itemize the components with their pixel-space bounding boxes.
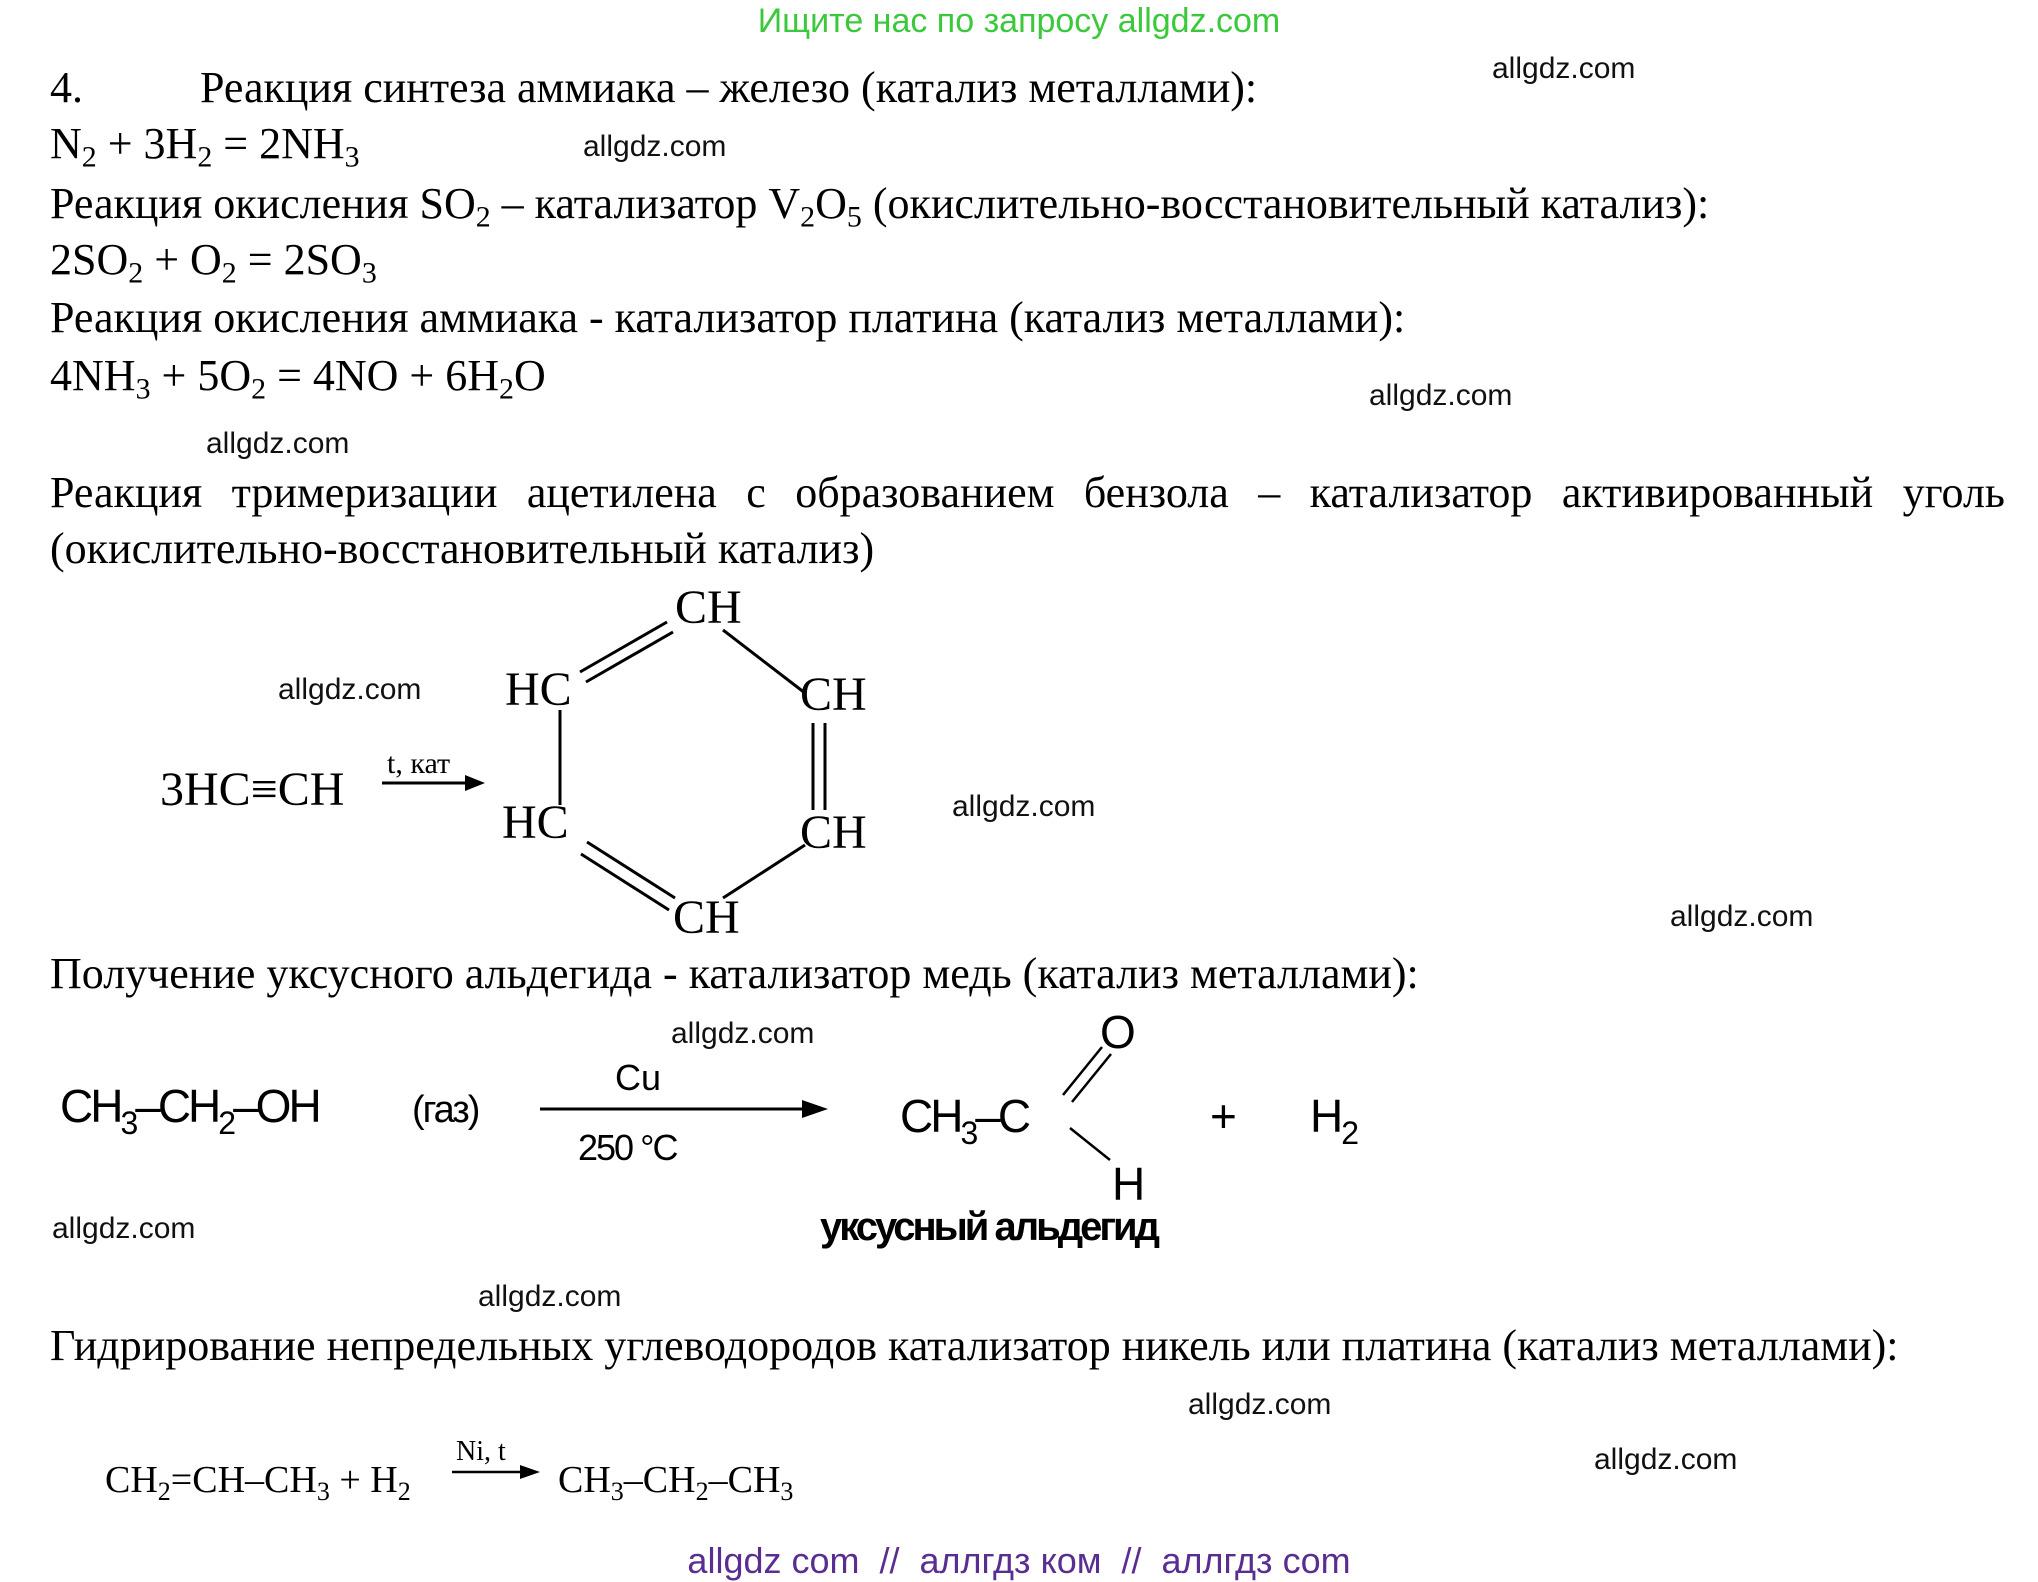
watermark: allgdz.com [278,673,422,706]
ethanol-reactant: $CH_3-CH_2-OH$ [60,1080,319,1141]
hydrogenation-condition: Ni, t [456,1436,506,1467]
trimerization-condition: t, кат [387,747,451,780]
hydrogenation-scheme [100,1430,860,1510]
watermark: allgdz.com [1369,379,1513,412]
top-banner[interactable]: Ищите нас по запросу allgdz.com [757,2,1281,40]
benzene-synthesis-scheme [140,580,920,950]
ring-group-upper-left: HC [505,663,572,716]
so2-oxidation-title: Реакция окисления $SO_2$ – катализатор $V_2O_5$ (окислительно-восстановительный катализ): [50,179,1710,234]
watermark: allgdz.com [1188,1388,1332,1421]
watermark: allgdz.com [52,1212,196,1245]
propane-product: $CH_3-CH_2-CH_3$ [558,1459,794,1506]
watermark: allgdz.com [1594,1443,1738,1476]
watermark: allgdz.com [478,1280,622,1313]
watermark: allgdz.com [206,427,350,460]
reaction-arrow-head [802,1100,828,1118]
ring-group-lower-right: CH [800,806,867,859]
oxygen-atom: O [1100,1010,1136,1058]
reaction-arrow-head [465,775,485,791]
watermark: allgdz.com [583,130,727,163]
product-name-label: уксусный альдегид [820,1205,1158,1249]
ammonia-oxidation-title: Реакция окисления аммиака - катализатор платина (катализ металлами): [50,293,1406,342]
ring-group-lower-left: HC [502,796,569,849]
ethanol-phase: (газ) [412,1089,479,1131]
watermark: allgdz.com [1492,52,1636,85]
section-number: 4. [50,63,83,112]
ring-group-upper-right: CH [800,668,867,721]
bottom-banner[interactable]: allgdz com // аллгдз ком // аллгдз com [687,1540,1351,1581]
catalyst-label: Cu [615,1057,662,1098]
ring-group-top: CH [675,581,742,634]
watermark: allgdz.com [952,790,1096,823]
ammonia-oxidation-equation: $4NH_3 + 5O_2 = 4NO + 6H_2O$ [50,351,546,406]
acetaldehyde-title: Получение уксусного альдегида - катализатор медь (катализ металлами): [50,949,1419,998]
watermark: allgdz.com [671,1017,815,1050]
aldehyde-hydrogen-bond [1070,1128,1110,1160]
reaction-arrow-head [520,1465,540,1479]
hydrogenation-title: Гидрирование непредельных углеводородов катализатор никель или платина (катализ металлами): [50,1321,1899,1370]
ring-group-bottom: CH [673,891,740,944]
acetaldehyde-scheme [50,1010,1390,1250]
temperature-label: 250 °C [578,1127,677,1168]
so2-oxidation-equation: $2SO_2 + O_2 = 2SO_3$ [50,235,377,290]
ammonia-synthesis-equation: $N_2 + 3H_2 = 2NH_3$ [50,119,360,174]
acetaldehyde-product-chain: $CH_3-C$ [900,1090,1029,1151]
plus-sign: + [1210,1090,1237,1142]
ammonia-synthesis-title-text: Реакция синтеза аммиака – железо (катализ металлами): [200,63,1258,112]
propene-reactant: $CH_2=CH-CH_3 + H_2$ [105,1459,411,1506]
ammonia-synthesis-title [50,62,1257,114]
benzene-ring-bonds [560,622,825,910]
watermark: allgdz.com [1670,900,1814,933]
hydrogen-byproduct: $H_2$ [1310,1090,1358,1151]
aldehyde-hydrogen: H [1112,1158,1146,1210]
acetylene-trimerization-title: Реакция тримеризации ацетилена с образованием бензола – катализатор активированный уголь (окислительно-восстановительный катализ) [50,468,2005,573]
acetylene-reactant: 3HC≡CH [160,763,345,816]
